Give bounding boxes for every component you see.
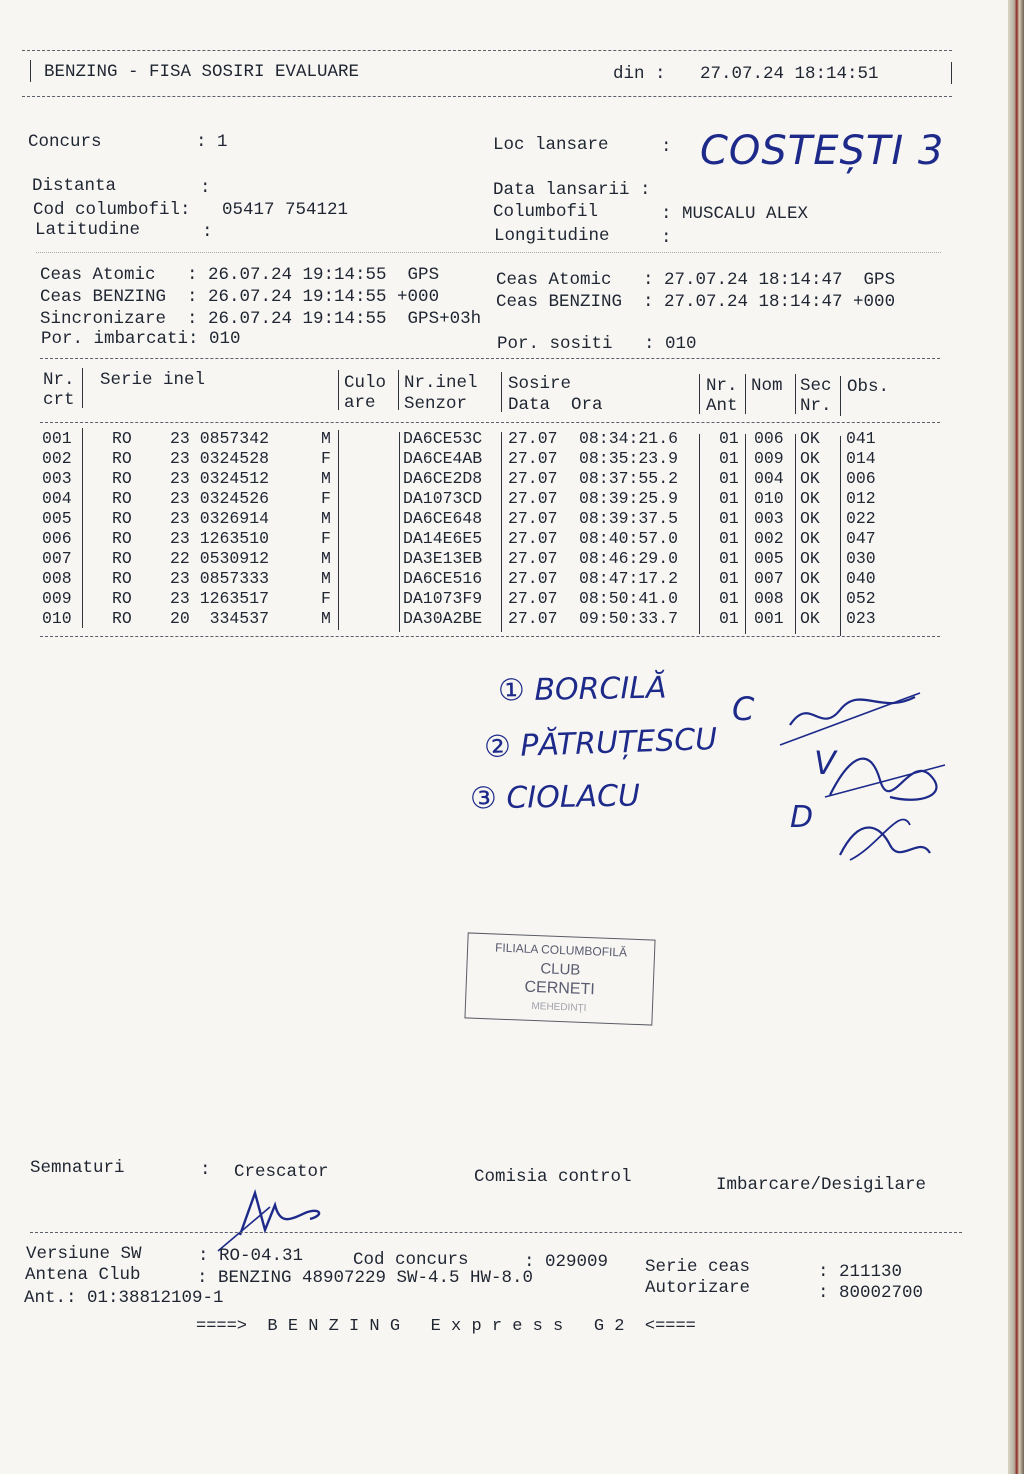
col-sep [745,374,746,414]
row-date: 27.07 [508,489,558,508]
row-date: 27.07 [508,429,558,448]
cod-columbofil-value: 05417 754121 [222,200,349,220]
row-nr: 004 [42,489,72,508]
row-country: RO [112,609,132,628]
autorizare-label: Autorizare [645,1278,751,1298]
row-country: RO [112,549,132,568]
header-bottom-dashes [22,96,952,97]
table-row [0,549,1000,569]
concurs-label: Concurs [28,132,102,152]
row-nr: 007 [42,549,72,568]
serie-ceas-value: : 211130 [818,1262,903,1282]
table-top-dashes [40,358,940,359]
row-ring: 23 1263510 [170,529,270,548]
row-time: 08:37:55.2 [579,469,679,488]
row-nom: 008 [754,589,784,608]
imbarcare-desigilare-label: Imbarcare/Desigilare [716,1175,927,1195]
row-sex: F [321,529,331,548]
row-obs: 006 [846,469,876,488]
distanta-label: Distanta [32,176,117,196]
row-ring: 23 0324512 [170,469,270,488]
table-row [0,569,1000,589]
row-sec: OK [800,469,820,488]
col-sec-header-2: Nr. [800,396,832,416]
table-row [0,529,1000,549]
row-ring: 23 1263517 [170,589,270,608]
antena-club-value: : BENZING 48907229 SW-4.5 HW-8.0 [197,1268,534,1288]
col-crt-header: crt [43,390,75,410]
row-sex: M [321,569,331,588]
row-sec: OK [800,609,820,628]
semnaturi-label: Semnaturi [30,1158,125,1178]
body-col-rule [745,434,746,634]
clock-left-atomic: Ceas Atomic : 26.07.24 19:14:55 GPS [40,265,440,285]
table-row [0,509,1000,529]
body-col-rule [501,432,502,632]
row-time: 08:35:23.9 [579,449,679,468]
row-obs: 047 [846,529,876,548]
row-ring: 23 0324526 [170,489,270,508]
clock-right-atomic: Ceas Atomic : 27.07.24 18:14:47 GPS [496,270,896,290]
row-nr: 006 [42,529,72,548]
row-sec: OK [800,529,820,548]
row-time: 08:46:29.0 [579,549,679,568]
col-nrant-header: Nr. [706,376,738,396]
table-row [0,469,1000,489]
club-stamp [464,932,655,1025]
row-time: 08:50:41.0 [579,589,679,608]
row-sec: OK [800,489,820,508]
body-col-rule [82,428,83,628]
row-obs: 012 [846,489,876,508]
handwritten-mark-1: C [732,690,755,728]
row-sec: OK [800,449,820,468]
col-sep [82,368,83,408]
row-date: 27.07 [508,569,558,588]
crescator-signature [210,1185,340,1255]
row-ring: 20 334537 [170,609,270,628]
row-obs: 014 [846,449,876,468]
stamp-line-3: CERNETI [524,978,596,999]
handwritten-place-2: ② PĂTRUȚESCU [483,721,718,766]
handwritten-mark-2: V [814,744,836,782]
col-serie-header: Serie inel [100,370,206,390]
cod-concurs-value: : 029009 [524,1252,609,1272]
row-sensor: DA6CE2D8 [403,469,483,488]
report-datetime: 27.07.24 18:14:51 [700,64,879,84]
row-obs: 023 [846,609,876,628]
row-ant: 01 [719,589,739,608]
col-nrant-header-2: Ant [706,396,738,416]
row-time: 08:34:21.6 [579,429,679,448]
background-fabric-edge [1008,0,1024,1474]
clock-sync: Sincronizare : 26.07.24 19:14:55 GPS+03h [40,309,482,329]
row-ring: 23 0857333 [170,569,270,588]
row-sex: M [321,469,331,488]
col-culoare-header: Culo [344,373,387,393]
table-header-dashes [40,422,940,423]
row-date: 27.07 [508,589,558,608]
distanta-sep: : [200,178,211,198]
row-sec: OK [800,569,820,588]
row-nr: 003 [42,469,72,488]
cod-concurs-label: Cod concurs [353,1250,469,1270]
col-nrinel-header: Nr.inel [404,373,478,393]
loc-lansare-label: Loc lansare [493,135,609,155]
columbofil-label: Columbofil [493,202,599,222]
comisia-control-label: Comisia control [474,1167,632,1187]
header-left-bar [30,60,31,82]
row-sensor: DA1073F9 [403,589,483,608]
row-nom: 002 [754,529,784,548]
latitudine-label: Latitudine [35,220,141,240]
header-top-dashes [22,50,952,51]
header-right-bar [951,62,952,84]
din-label: din : [613,64,666,84]
row-nr: 005 [42,509,72,528]
row-ring: 23 0326914 [170,509,270,528]
table-bottom-dashes [40,636,940,637]
row-sex: M [321,609,331,628]
data-lansarii-label: Data lansarii : [493,180,651,200]
table-row [0,429,1000,449]
col-nr-header: Nr. [43,370,75,390]
row-time: 08:47:17.2 [579,569,679,588]
row-country: RO [112,569,132,588]
table-row [0,449,1000,469]
handwritten-place-1: ① BORCILĂ [497,670,667,709]
row-country: RO [112,489,132,508]
antena-id: Ant.: 01:38812109-1 [24,1288,224,1308]
col-culoare-header-2: are [344,393,376,413]
stamp-line-1: FILIALA COLUMBOFILĂ [494,940,628,960]
row-sensor: DA30A2BE [403,609,483,628]
body-col-rule [338,430,339,630]
row-country: RO [112,469,132,488]
body-col-rule [399,432,400,632]
concurs-value: : 1 [196,132,228,152]
col-data-ora-header: Data Ora [508,395,603,415]
row-country: RO [112,589,132,608]
columbofil-value: : MUSCALU ALEX [661,204,809,224]
row-sex: F [321,489,331,508]
table-row [0,609,1000,629]
row-nr: 001 [42,429,72,448]
handwritten-mark-3: D [790,800,814,835]
serie-ceas-label: Serie ceas [645,1257,751,1277]
row-date: 27.07 [508,449,558,468]
row-nr: 009 [42,589,72,608]
row-sensor: DA6CE648 [403,509,483,528]
row-sensor: DA14E6E5 [403,529,483,548]
col-senzor-header: Senzor [404,394,468,414]
row-sensor: DA6CE53C [403,429,483,448]
row-sensor: DA3E13EB [403,549,483,568]
handwritten-place-3: ③ CIOLACU [469,778,641,817]
col-sec-header: Sec [800,376,832,396]
row-date: 27.07 [508,549,558,568]
row-country: RO [112,529,132,548]
row-country: RO [112,449,132,468]
row-nom: 003 [754,509,784,528]
row-time: 08:39:37.5 [579,509,679,528]
row-sex: M [321,509,331,528]
row-nr: 010 [42,609,72,628]
antena-club-label: Antena Club [25,1265,141,1285]
row-sec: OK [800,429,820,448]
footer-dashes [30,1232,962,1233]
row-nom: 005 [754,549,784,568]
row-date: 27.07 [508,509,558,528]
handwritten-signatures [770,685,960,875]
row-ring: 23 0857342 [170,429,270,448]
report-title: BENZING - FISA SOSIRI EVALUARE [44,62,360,82]
row-country: RO [112,509,132,528]
porumbei-sositi: Por. sositi : 010 [497,334,697,354]
row-ant: 01 [719,549,739,568]
porumbei-imbarcati: Por. imbarcati: 010 [41,329,241,349]
row-obs: 052 [846,589,876,608]
semnaturi-sep: : [200,1160,211,1180]
loc-lansare-sep: : [661,137,672,157]
col-sep [398,370,399,410]
body-col-rule [699,434,700,634]
row-time: 09:50:33.7 [579,609,679,628]
row-ant: 01 [719,609,739,628]
row-sec: OK [800,509,820,528]
body-col-rule [840,436,841,636]
row-sex: F [321,589,331,608]
col-sep [840,376,841,416]
row-sensor: DA6CE516 [403,569,483,588]
row-sec: OK [800,589,820,608]
row-date: 27.07 [508,469,558,488]
autorizare-value: : 80002700 [818,1283,924,1303]
row-ring: 22 0530912 [170,549,270,568]
stamp-line-2: CLUB [540,960,581,979]
row-obs: 041 [846,429,876,448]
clock-left-benzing: Ceas BENZING : 26.07.24 19:14:55 +000 [40,287,440,307]
longitudine-sep: : [661,228,672,248]
col-sep [795,374,796,414]
col-nom-header: Nom [751,376,783,396]
row-time: 08:39:25.9 [579,489,679,508]
row-date: 27.07 [508,529,558,548]
row-sex: M [321,549,331,568]
crescator-label: Crescator [234,1162,329,1182]
row-date: 27.07 [508,609,558,628]
row-nom: 006 [754,429,784,448]
row-obs: 040 [846,569,876,588]
row-nom: 001 [754,609,784,628]
versiune-sw-value: : RO-04.31 [198,1246,304,1266]
col-obs-header: Obs. [847,377,890,397]
row-time: 08:40:57.0 [579,529,679,548]
body-col-rule [795,434,796,634]
row-ring: 23 0324528 [170,449,270,468]
loc-lansare-handwritten: COSTEȘTI 3 [700,128,945,174]
row-sensor: DA6CE4AB [403,449,483,468]
brand-line: ====> B E N Z I N G E x p r e s s G 2 <==== [196,1317,696,1336]
row-nom: 009 [754,449,784,468]
row-country: RO [112,429,132,448]
table-row [0,589,1000,609]
col-sosire-header: Sosire [508,374,572,394]
row-ant: 01 [719,569,739,588]
clock-right-benzing: Ceas BENZING : 27.07.24 18:14:47 +000 [496,292,896,312]
col-sep [338,370,339,410]
row-sensor: DA1073CD [403,489,483,508]
longitudine-label: Longitudine [494,226,610,246]
stamp-line-4: MEHEDINȚI [531,1000,587,1015]
row-ant: 01 [719,529,739,548]
row-nom: 010 [754,489,784,508]
cod-columbofil-label: Cod columbofil: [33,200,191,220]
row-sex: M [321,429,331,448]
row-sex: F [321,449,331,468]
col-sep [501,372,502,412]
col-sep [699,374,700,414]
row-nr: 008 [42,569,72,588]
row-nom: 004 [754,469,784,488]
row-nom: 007 [754,569,784,588]
row-sec: OK [800,549,820,568]
row-ant: 01 [719,509,739,528]
versiune-sw-label: Versiune SW [26,1244,142,1264]
row-ant: 01 [719,429,739,448]
row-ant: 01 [719,449,739,468]
row-obs: 022 [846,509,876,528]
row-ant: 01 [719,469,739,488]
table-row [0,489,1000,509]
row-ant: 01 [719,489,739,508]
info-separator [36,252,941,253]
latitudine-sep: : [202,222,213,242]
row-obs: 030 [846,549,876,568]
row-nr: 002 [42,449,72,468]
